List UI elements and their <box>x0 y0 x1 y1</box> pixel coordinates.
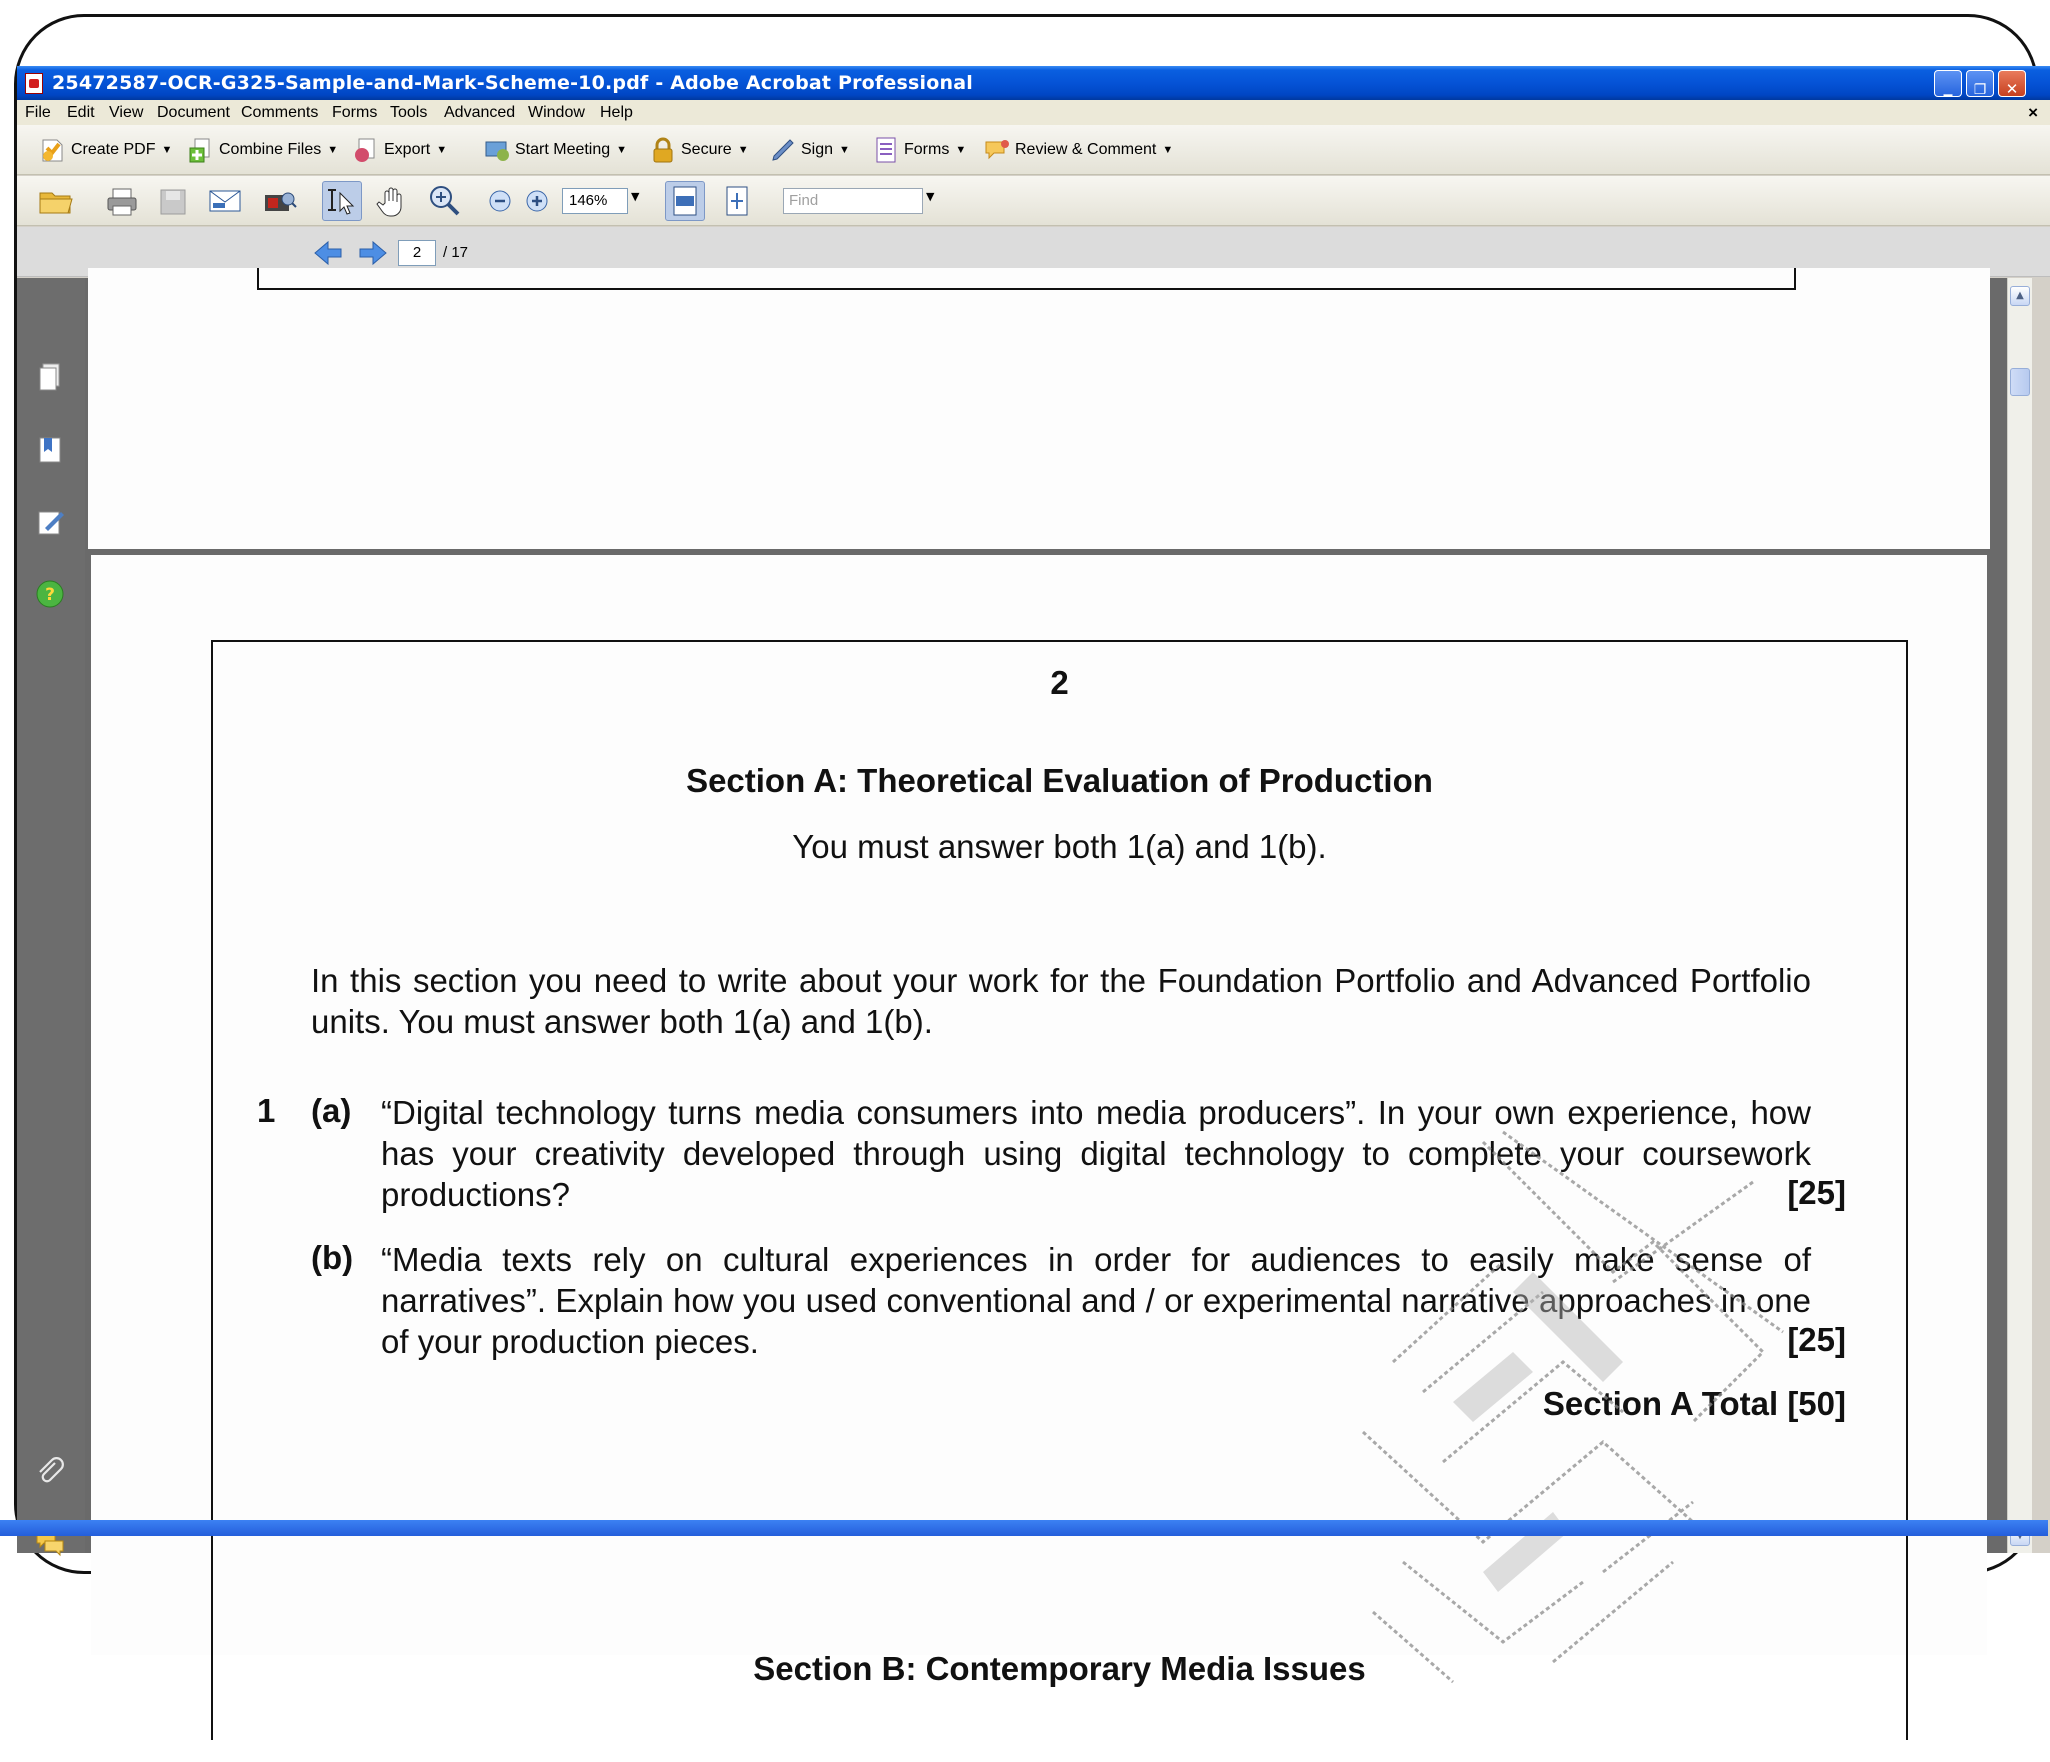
previous-page-icon[interactable] <box>312 239 344 267</box>
menu-advanced[interactable]: Advanced <box>444 104 516 121</box>
sign-pen-icon <box>769 136 797 164</box>
restore-button[interactable]: ❐ <box>1966 70 1994 97</box>
organizer-icon[interactable] <box>261 185 297 217</box>
slide-frame <box>14 14 2038 1687</box>
print-icon[interactable] <box>105 186 139 218</box>
find-dropdown-arrow[interactable]: ▼ <box>926 190 935 203</box>
pages-icon[interactable] <box>35 362 65 394</box>
zoom-tool-icon[interactable] <box>427 183 463 219</box>
scroll-up-button[interactable]: ▲ <box>2010 286 2030 306</box>
secure-lock-icon <box>649 136 677 164</box>
page-1-bottom-border <box>257 268 1796 290</box>
fit-page-icon[interactable] <box>719 183 755 219</box>
export-icon <box>352 136 380 164</box>
menu-edit[interactable]: Edit <box>67 104 95 121</box>
export-button[interactable]: Export ▼ <box>352 135 447 165</box>
close-document-button[interactable]: × <box>2028 103 2038 122</box>
find-input[interactable]: Find <box>783 188 923 214</box>
watermark-stamp <box>1363 1142 2013 1762</box>
zoom-level-field[interactable]: 146% <box>562 188 628 214</box>
create-pdf-button[interactable]: Create PDF ▼ <box>39 135 172 165</box>
menu-forms[interactable]: Forms <box>332 104 378 121</box>
current-page-field[interactable]: 2 <box>398 240 436 266</box>
review-comment-button[interactable]: Review & Comment ▼ <box>983 135 1173 165</box>
fit-width-button[interactable] <box>665 181 705 221</box>
file-toolbar <box>17 176 2050 226</box>
title-bar <box>17 66 2050 100</box>
menu-comments[interactable]: Comments <box>241 104 319 121</box>
page-1 <box>88 268 1990 549</box>
menu-file[interactable]: File <box>25 104 51 121</box>
secure-button[interactable]: Secure ▼ <box>649 135 749 165</box>
question-a-mark: [25] <box>1787 1174 1846 1211</box>
combine-files-button[interactable]: Combine Files ▼ <box>187 135 338 165</box>
create-pdf-icon <box>39 136 67 164</box>
section-title: Section A: Theoretical Evaluation of Production <box>686 762 1433 799</box>
menu-document[interactable]: Document <box>157 104 230 121</box>
save-icon[interactable] <box>158 187 188 217</box>
fit-width-icon <box>666 182 704 220</box>
section-intro: In this section you need to write about your work for the Foundation Portfolio and Advanced Portfolio units. You must answer both 1(a) and 1(b). <box>311 962 1811 1040</box>
menu-window[interactable]: Window <box>528 104 585 121</box>
question-b-mark: [25] <box>1787 1321 1846 1358</box>
start-meeting-button[interactable]: Start Meeting ▼ <box>483 135 627 165</box>
bookmarks-icon[interactable] <box>35 434 65 466</box>
pdf-icon <box>25 73 43 94</box>
document-area[interactable] <box>85 278 2007 1687</box>
section-b-title: Section B: Contemporary Media Issues <box>753 1650 1366 1687</box>
next-page-icon[interactable] <box>357 239 389 267</box>
navigation-pane <box>17 278 85 1553</box>
start-meeting-icon <box>483 136 511 164</box>
menu-tools[interactable]: Tools <box>390 104 428 121</box>
page-number: 2 <box>1050 664 1069 701</box>
scroll-thumb[interactable] <box>2010 368 2030 396</box>
close-button[interactable]: ✕ <box>1998 70 2026 97</box>
menu-bar <box>17 100 2050 125</box>
tasks-toolbar <box>17 125 2050 175</box>
question-b-text: “Media texts rely on cultural experiences in order for audiences to easily make sense of narratives”. Explain how you used conventional and / or experimental narrative approaches in one of your production pieces. <box>381 1241 1811 1360</box>
acrobat-window <box>17 66 2050 1687</box>
section-a-total: Section A Total [50] <box>1542 1385 1846 1422</box>
attachments-icon[interactable] <box>35 1455 65 1487</box>
total-pages-label: / 17 <box>443 244 469 261</box>
email-icon[interactable] <box>207 186 243 216</box>
menu-help[interactable]: Help <box>600 104 633 121</box>
window-title: 25472587-OCR-G325-Sample-and-Mark-Scheme-10.pdf - Adobe Acrobat Professional <box>52 72 973 94</box>
menu-view[interactable]: View <box>109 104 144 121</box>
question-number: 1 <box>257 1092 276 1129</box>
select-tool-button[interactable] <box>322 181 362 221</box>
hand-tool-icon[interactable] <box>375 183 411 219</box>
page-2 <box>91 555 1987 1687</box>
section-instruction: You must answer both 1(a) and 1(b). <box>792 828 1327 865</box>
zoom-in-icon[interactable] <box>525 189 549 213</box>
zoom-out-icon[interactable] <box>488 189 512 213</box>
combine-files-icon <box>187 136 215 164</box>
review-comment-icon <box>983 136 1011 164</box>
taskbar <box>0 1520 2048 1536</box>
question-a-text: “Digital technology turns media consumers into media producers”. In your own experience, how has your creativity developed through using digital technology to complete your coursework productions? <box>381 1094 1811 1213</box>
minimize-button[interactable]: _ <box>1934 70 1962 97</box>
zoom-dropdown-arrow[interactable]: ▼ <box>631 190 640 203</box>
signatures-icon[interactable] <box>35 506 65 538</box>
open-folder-icon[interactable] <box>37 185 75 217</box>
help-icon[interactable] <box>35 578 65 610</box>
exam-box <box>211 640 1908 1740</box>
select-tool-icon <box>323 182 361 220</box>
svg-text:?: ? <box>45 585 55 605</box>
question-a-label: (a) <box>311 1092 352 1129</box>
question-b-label: (b) <box>311 1239 354 1276</box>
forms-icon <box>872 136 900 164</box>
sign-button[interactable]: Sign ▼ <box>769 135 850 165</box>
forms-button[interactable]: Forms ▼ <box>872 135 966 165</box>
vertical-scrollbar[interactable] <box>2007 278 2032 1553</box>
